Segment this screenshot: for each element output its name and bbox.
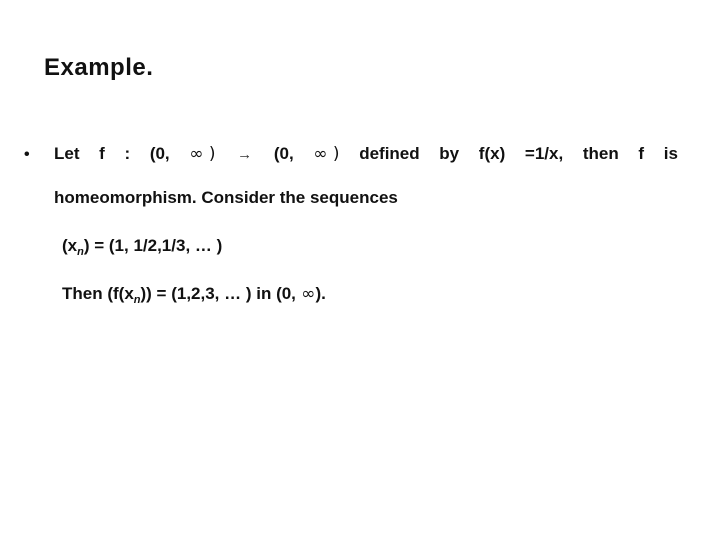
word-f-2: f <box>638 144 645 163</box>
codomain-infinity: ∞ ) <box>313 144 340 164</box>
word-f: f <box>99 144 105 163</box>
mapping-arrow: → <box>237 146 253 163</box>
function-rule: =1/x, <box>524 144 564 163</box>
definition-line <box>54 144 678 164</box>
image-sequence-subscript: n <box>133 294 141 306</box>
image-sequence-end: ). <box>315 284 326 303</box>
homeomorphism-line: homeomorphism. Consider the sequences <box>54 188 398 207</box>
colon: : <box>124 144 131 163</box>
domain-open: (0, <box>149 144 170 163</box>
domain-infinity: ∞ ) <box>189 144 216 164</box>
sequence-line <box>62 236 222 256</box>
image-sequence-open: Then (f(x <box>62 284 134 303</box>
sequence-open: (x <box>62 236 78 255</box>
sequence-subscript: n <box>77 246 84 258</box>
infinity-symbol: ∞ <box>295 284 316 304</box>
function-fx: f(x) <box>478 144 506 163</box>
image-sequence-values: )) = (1,2,3, … ) in (0, <box>140 284 296 303</box>
word-then: then <box>582 144 619 163</box>
word-defined: defined <box>359 144 420 163</box>
sequence-values: ) = (1, 1/2,1/3, … ) <box>83 236 223 255</box>
codomain-open: (0, <box>273 144 294 163</box>
word-by: by <box>439 144 460 163</box>
word-is: is <box>663 144 678 163</box>
image-sequence-line <box>62 284 326 304</box>
slide-title: Example. <box>44 54 154 81</box>
word-let: Let <box>54 144 80 163</box>
bullet-marker: • <box>24 146 30 163</box>
